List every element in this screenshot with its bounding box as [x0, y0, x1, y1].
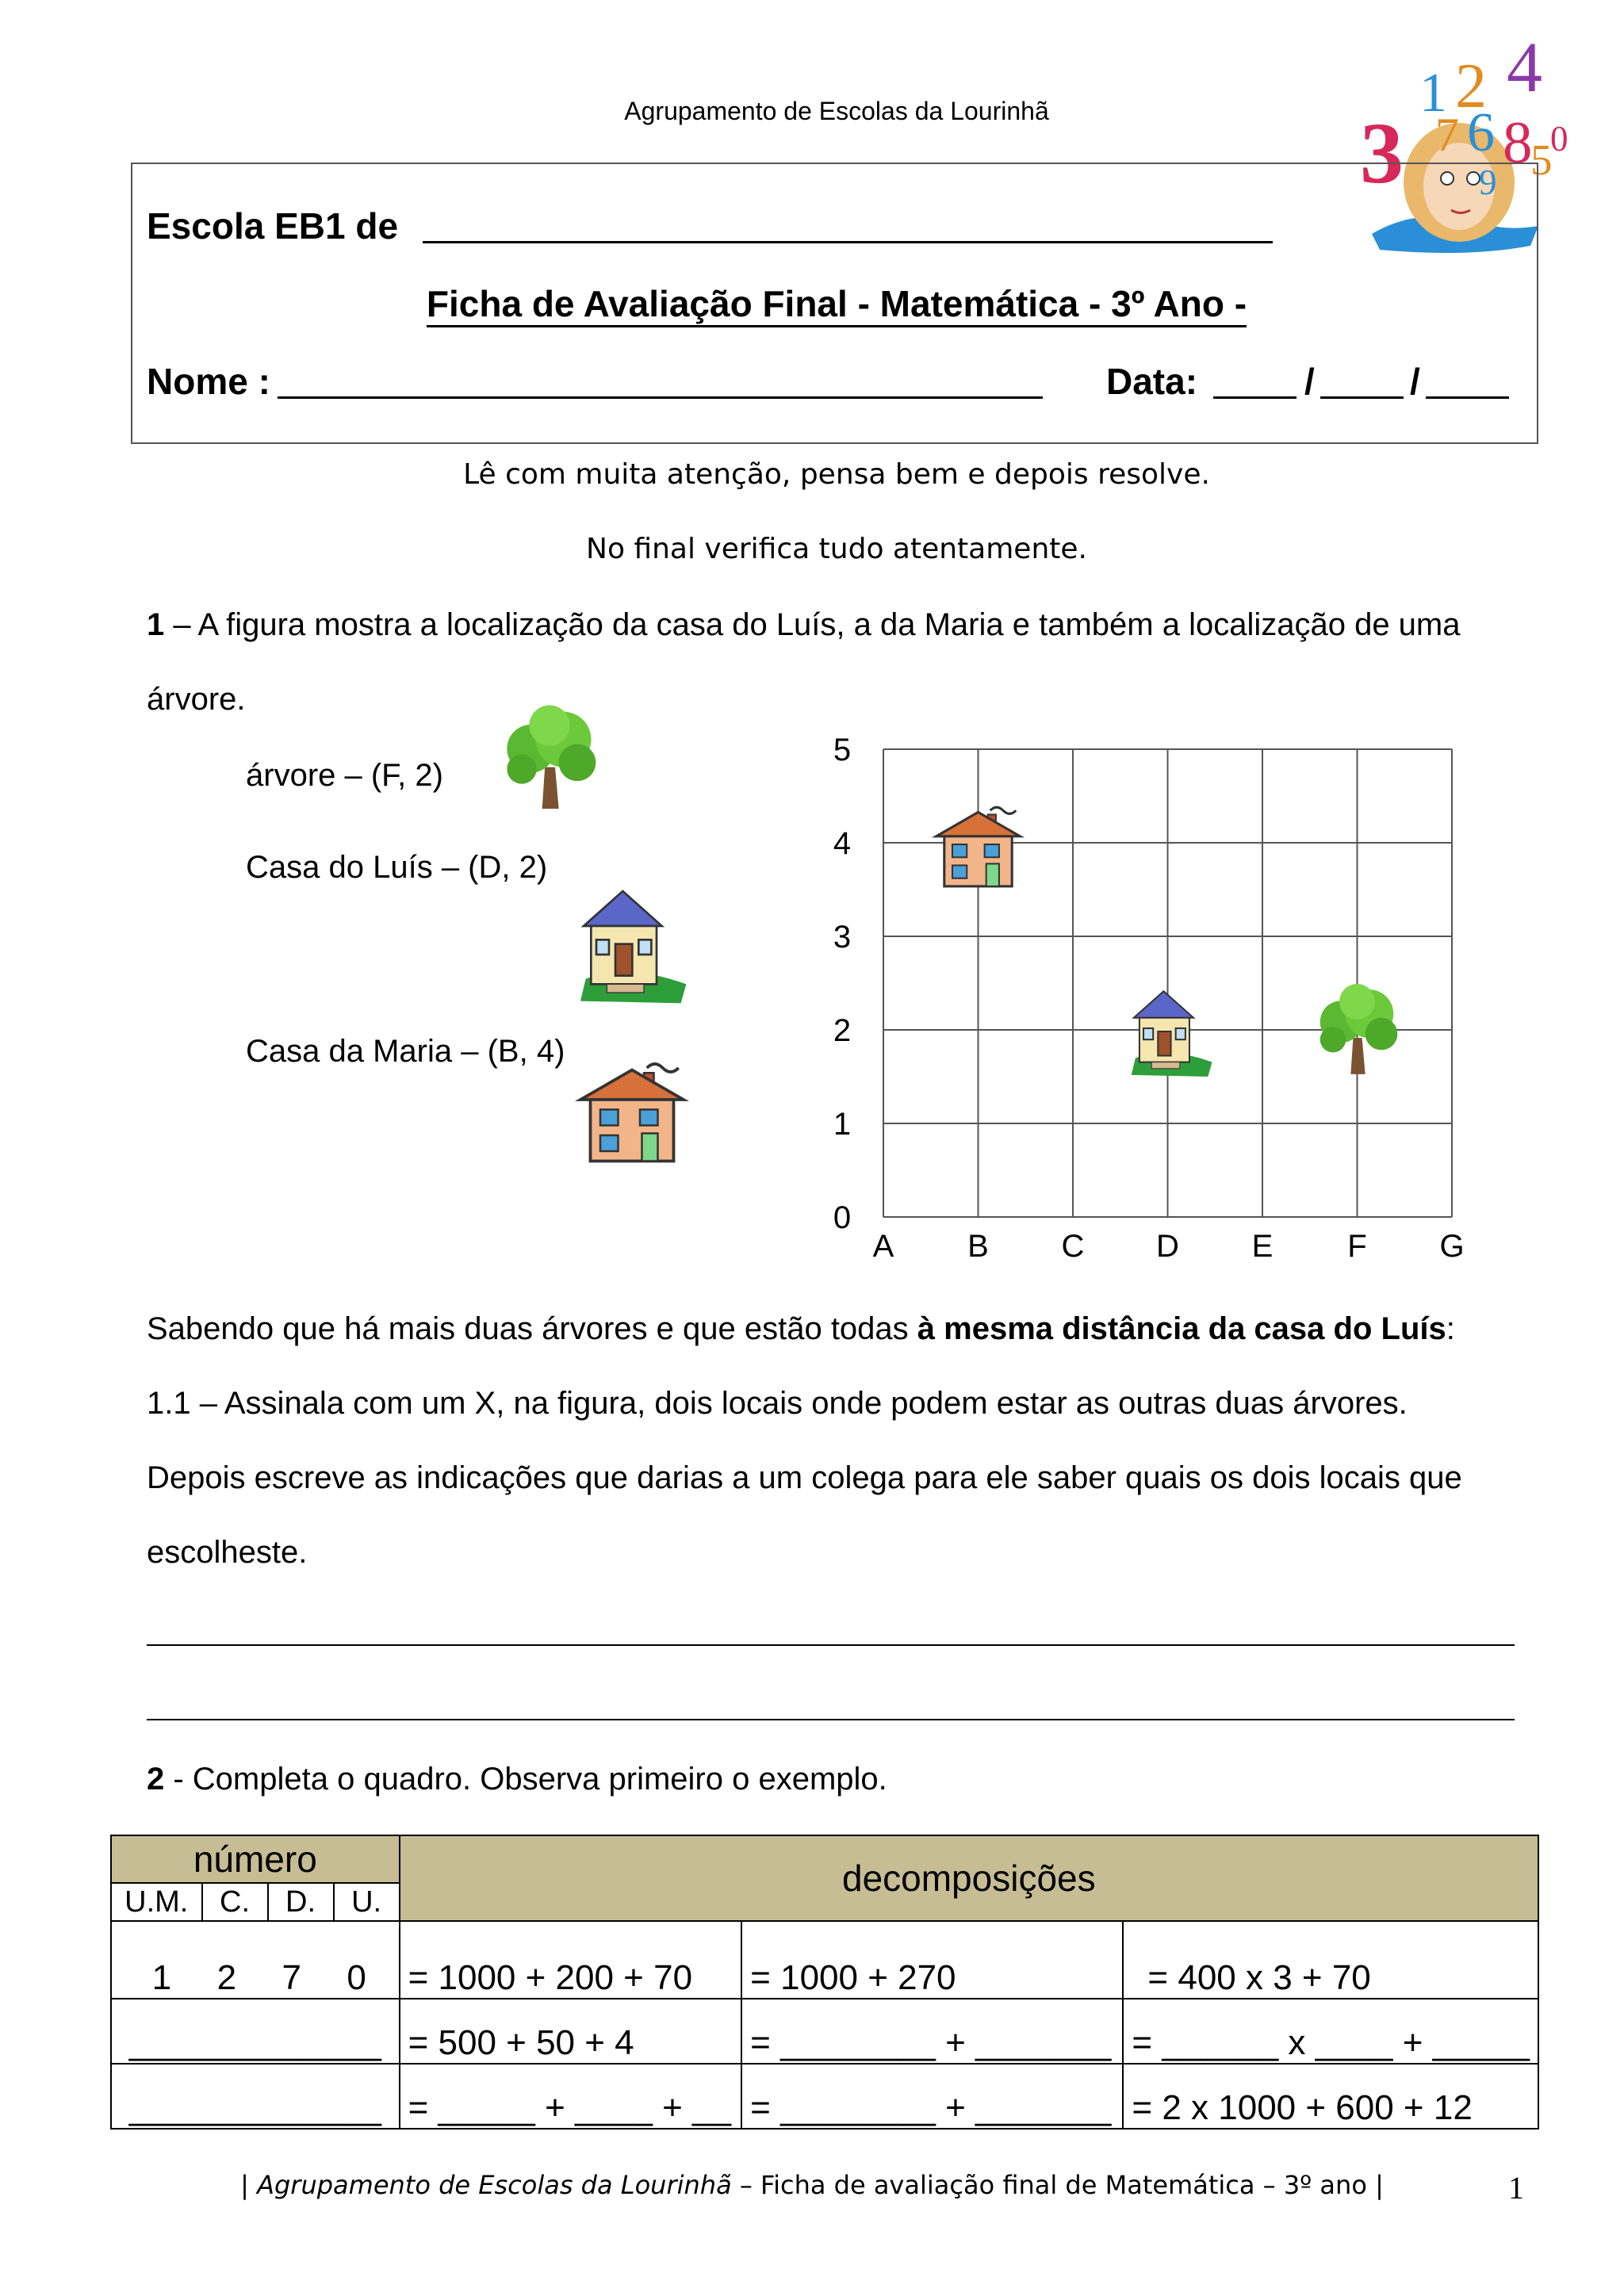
date-year-input[interactable] [1426, 396, 1509, 399]
q1-number: 1 [147, 607, 165, 642]
svg-text:0: 0 [1550, 119, 1568, 159]
footer-bar-left: | [240, 2170, 249, 2200]
school-name-input[interactable] [423, 241, 1273, 243]
y-tick-label: 1 [833, 1107, 852, 1142]
footer [0, 2170, 1624, 2200]
q11-line-2: Depois escreve as indicações que darias a um colega para ele saber quais os dois locais que [147, 1460, 1462, 1495]
place-value-um: U.M. [112, 1884, 203, 1920]
legend-maria: Casa da Maria – (B, 4) [246, 1034, 565, 1069]
x-tick-label: G [1439, 1229, 1465, 1264]
x-tick-label: B [967, 1229, 989, 1264]
x-tick-label: C [1061, 1229, 1085, 1264]
example-digit-u: 0 [347, 1958, 366, 1997]
example-digit-c: 2 [216, 1958, 237, 1997]
school-label: Escola EB1 de [147, 205, 399, 247]
form-title-wrap [0, 282, 1624, 327]
legend-house-luis-icon [565, 871, 691, 1013]
row1-col1: = 1000 + 200 + 70 [400, 1921, 742, 1999]
svg-text:8: 8 [1503, 110, 1533, 176]
q1-after-post: : [1446, 1311, 1455, 1346]
svg-text:3: 3 [1360, 105, 1404, 201]
place-value-d: D. [269, 1884, 335, 1920]
header-numero: número [193, 1839, 317, 1880]
place-value-u: U. [351, 1885, 382, 1919]
svg-text:1: 1 [1419, 63, 1447, 124]
row2-col2[interactable]: = ________ + _______ [741, 1999, 1123, 2064]
coordinate-grid-chart[interactable] [825, 729, 1483, 1276]
page-number: 1 [1508, 2170, 1524, 2206]
place-values-row [112, 1882, 399, 1920]
house-brown-icon [936, 807, 1021, 886]
q2-text [147, 1763, 887, 1795]
house-yellow-icon [1132, 991, 1212, 1077]
y-tick-label: 4 [833, 826, 852, 861]
y-tick-label: 5 [833, 733, 852, 767]
row2-col1: = 500 + 50 + 4 [400, 1999, 742, 2064]
row3-col2[interactable]: = ________ + _______ [741, 2064, 1123, 2129]
svg-text:6: 6 [1467, 102, 1495, 163]
q1-statement: – A figura mostra a localização da casa do Luís, a da Maria e também a localização de uma [164, 607, 1461, 642]
x-tick-label: D [1156, 1229, 1179, 1264]
footer-bar-right: | [1375, 2170, 1384, 2200]
legend-tree-icon [482, 702, 617, 813]
legend-tree: árvore – (F, 2) [246, 758, 443, 793]
q1-text-2: árvore. [147, 682, 246, 717]
svg-text:2: 2 [1455, 52, 1487, 121]
x-tick-label: A [872, 1229, 894, 1264]
row3-number-blank[interactable]: _____________ [111, 2064, 400, 2129]
svg-text:5: 5 [1530, 136, 1553, 184]
q2-statement: - Completa o quadro. Observa primeiro o exemplo. [164, 1762, 887, 1797]
instruction-1: Lê com muita atenção, pensa bem e depois resolve. [463, 458, 1210, 491]
x-tick-label: E [1251, 1229, 1274, 1264]
svg-text:4: 4 [1507, 29, 1542, 107]
row1-col2: = 1000 + 270 [741, 1921, 1123, 1999]
row1-col3: = 400 x 3 + 70 [1123, 1921, 1538, 1999]
date-day-input[interactable] [1213, 396, 1297, 399]
date-label: Data: [1106, 361, 1198, 402]
example-number-cell [111, 1921, 400, 1999]
header-numero-cell [111, 1835, 400, 1921]
name-label: Nome : [147, 361, 270, 402]
example-digit-um: 1 [151, 1958, 172, 1997]
form-title: Ficha de Avaliação Final - Matemática - 3º Ano - [427, 282, 1247, 327]
q1-after-pre: Sabendo que há mais duas árvores e que estão todas [147, 1311, 917, 1346]
date-month-input[interactable] [1320, 396, 1404, 399]
row3-col1[interactable]: = _____ + ____ + __ [400, 2064, 742, 2129]
q11-line-1: 1.1 – Assinala com um X, na figura, dois locais onde podem estar as outras duas árvores. [147, 1386, 1408, 1421]
tree-icon [1320, 984, 1398, 1074]
footer-rest: – Ficha de avaliação final de Matemática – 3º ano [731, 2170, 1376, 2200]
q1-after-text [147, 1313, 1455, 1345]
place-value-c: C. [203, 1884, 269, 1920]
footer-school: Agrupamento de Escolas da Lourinhã [257, 2170, 732, 2200]
row2-number-blank[interactable]: _____________ [111, 1999, 400, 2064]
row3-col3: = 2 x 1000 + 600 + 12 [1123, 2064, 1538, 2129]
q2-number: 2 [147, 1762, 165, 1797]
q11-line-3: escolheste. [147, 1535, 308, 1570]
svg-text:7: 7 [1435, 109, 1459, 161]
y-tick-label: 0 [833, 1200, 852, 1235]
date-sep-1: / [1304, 361, 1315, 402]
name-input[interactable] [278, 396, 1043, 399]
y-tick-label: 2 [833, 1013, 852, 1048]
q1-after-bold: à mesma distância da casa do Luís [917, 1311, 1446, 1346]
example-digit-d: 7 [282, 1958, 301, 1997]
header-decomposicoes: decomposições [400, 1835, 1538, 1921]
header-org: Agrupamento de Escolas da Lourinhã [624, 97, 1049, 125]
answer-line-1[interactable] [147, 1644, 1515, 1646]
date-sep-2: / [1410, 361, 1420, 402]
decomposition-table [110, 1835, 1539, 2130]
x-tick-label: F [1347, 1229, 1367, 1264]
row2-col3[interactable]: = ______ x ____ + _____ [1123, 1999, 1538, 2064]
instruction-2: No final verifica tudo atentamente. [586, 533, 1087, 565]
y-tick-label: 3 [833, 920, 852, 955]
svg-text:9: 9 [1479, 163, 1497, 202]
legend-luis: Casa do Luís – (D, 2) [246, 850, 548, 885]
legend-house-maria-icon [573, 1048, 691, 1167]
answer-line-2[interactable] [147, 1719, 1515, 1720]
q1-text [147, 609, 1461, 641]
